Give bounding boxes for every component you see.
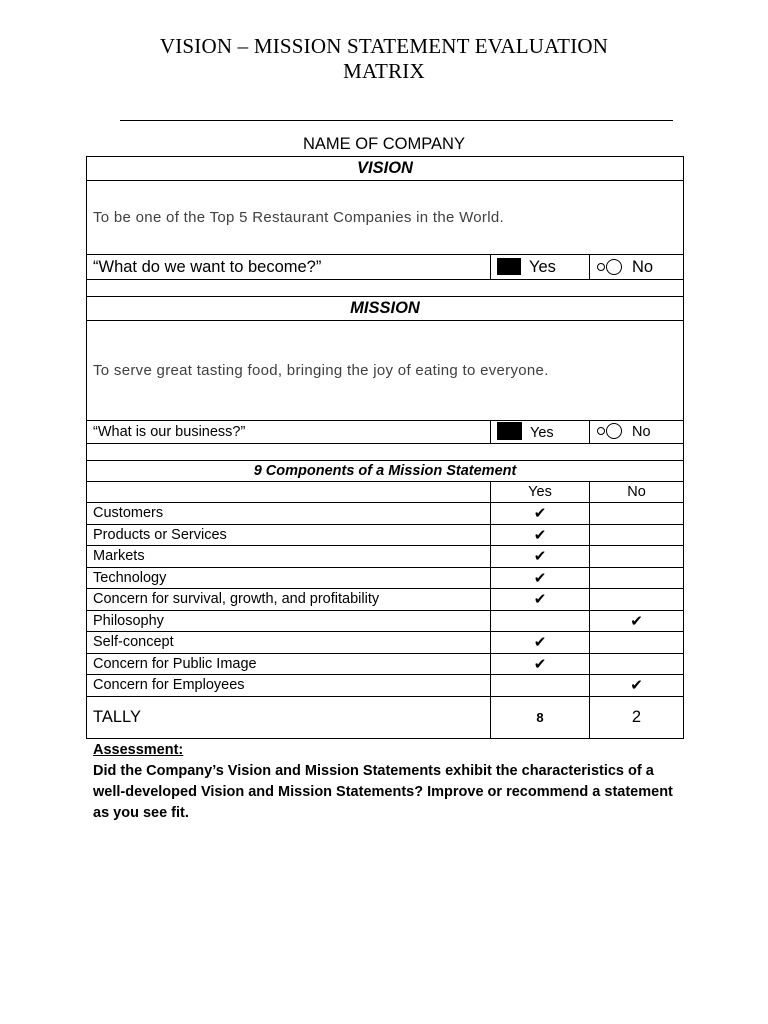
- component-label: Products or Services: [87, 524, 491, 546]
- assessment-body: Did the Company’s Vision and Mission Statements exhibit the characteristics of a well-developed Vision and Mission Statements? Improve or recommend a statement as you see fit.: [93, 763, 673, 821]
- mission-no-label: No: [632, 424, 651, 440]
- mission-no-option[interactable]: [590, 421, 684, 444]
- component-yes-check[interactable]: [491, 610, 590, 632]
- radio-circle-icon[interactable]: [606, 259, 622, 275]
- mission-yes-label: Yes: [530, 425, 554, 441]
- component-yes-check[interactable]: ✔: [491, 653, 590, 675]
- component-label: Customers: [87, 503, 491, 525]
- vision-yes-label: Yes: [529, 257, 556, 276]
- component-row: [87, 610, 684, 632]
- vision-heading: VISION: [87, 157, 684, 181]
- mission-question: “What is our business?”: [87, 421, 491, 444]
- mission-statement: To serve great tasting food, bringing the joy of eating to everyone.: [87, 321, 684, 421]
- vision-yes-option[interactable]: [491, 255, 590, 280]
- spacer-row: [87, 444, 684, 461]
- assessment-section: [93, 740, 683, 824]
- title-line-1: VISION – MISSION STATEMENT EVALUATION: [159, 34, 609, 58]
- component-no-check[interactable]: [590, 524, 684, 546]
- vision-statement: To be one of the Top 5 Restaurant Companies in the World.: [87, 181, 684, 255]
- component-label: Technology: [87, 567, 491, 589]
- vision-no-label: No: [632, 257, 654, 276]
- mission-heading: MISSION: [87, 297, 684, 321]
- document-title: [0, 34, 768, 84]
- tally-yes-count: 8: [491, 696, 590, 738]
- radio-circle-icon[interactable]: [606, 423, 622, 439]
- component-row: [87, 675, 684, 697]
- component-no-check[interactable]: [590, 567, 684, 589]
- component-yes-check[interactable]: ✔: [491, 589, 590, 611]
- mission-yes-option[interactable]: [491, 421, 590, 444]
- component-row: [87, 546, 684, 568]
- no-column-header: No: [590, 482, 684, 503]
- component-no-check[interactable]: [590, 589, 684, 611]
- component-no-check[interactable]: [590, 653, 684, 675]
- component-yes-check[interactable]: ✔: [491, 632, 590, 654]
- vision-question: “What do we want to become?”: [87, 255, 491, 280]
- tally-no-count: 2: [590, 696, 684, 738]
- component-label: Concern for Public Image: [87, 653, 491, 675]
- evaluation-matrix: [86, 156, 684, 739]
- component-row: [87, 632, 684, 654]
- component-label: Concern for survival, growth, and profitability: [87, 589, 491, 611]
- component-yes-check[interactable]: ✔: [491, 567, 590, 589]
- checked-box-icon[interactable]: [497, 258, 521, 275]
- company-name-line: [120, 120, 673, 121]
- checked-box-icon[interactable]: [497, 422, 522, 440]
- component-row: [87, 589, 684, 611]
- component-no-check[interactable]: ✔: [590, 675, 684, 697]
- component-no-check[interactable]: [590, 632, 684, 654]
- component-label: Concern for Employees: [87, 675, 491, 697]
- title-line-2: MATRIX: [343, 59, 425, 83]
- component-yes-check[interactable]: ✔: [491, 546, 590, 568]
- components-title: 9 Components of a Mission Statement: [87, 461, 684, 482]
- component-label: Self-concept: [87, 632, 491, 654]
- yes-column-header: Yes: [491, 482, 590, 503]
- component-row: [87, 653, 684, 675]
- component-yes-check[interactable]: ✔: [491, 524, 590, 546]
- component-no-check[interactable]: [590, 546, 684, 568]
- component-no-check[interactable]: ✔: [590, 610, 684, 632]
- component-row: [87, 567, 684, 589]
- component-no-check[interactable]: [590, 503, 684, 525]
- spacer-row: [87, 280, 684, 297]
- vision-no-option[interactable]: [590, 255, 684, 280]
- component-row: [87, 524, 684, 546]
- component-label: Markets: [87, 546, 491, 568]
- component-row: [87, 503, 684, 525]
- component-yes-check[interactable]: ✔: [491, 503, 590, 525]
- tally-label: TALLY: [87, 696, 491, 738]
- components-header-blank: [87, 482, 491, 503]
- tally-row: [87, 696, 684, 738]
- component-yes-check[interactable]: [491, 675, 590, 697]
- component-label: Philosophy: [87, 610, 491, 632]
- company-label: NAME OF COMPANY: [303, 135, 465, 153]
- assessment-heading: Assessment:: [93, 742, 184, 758]
